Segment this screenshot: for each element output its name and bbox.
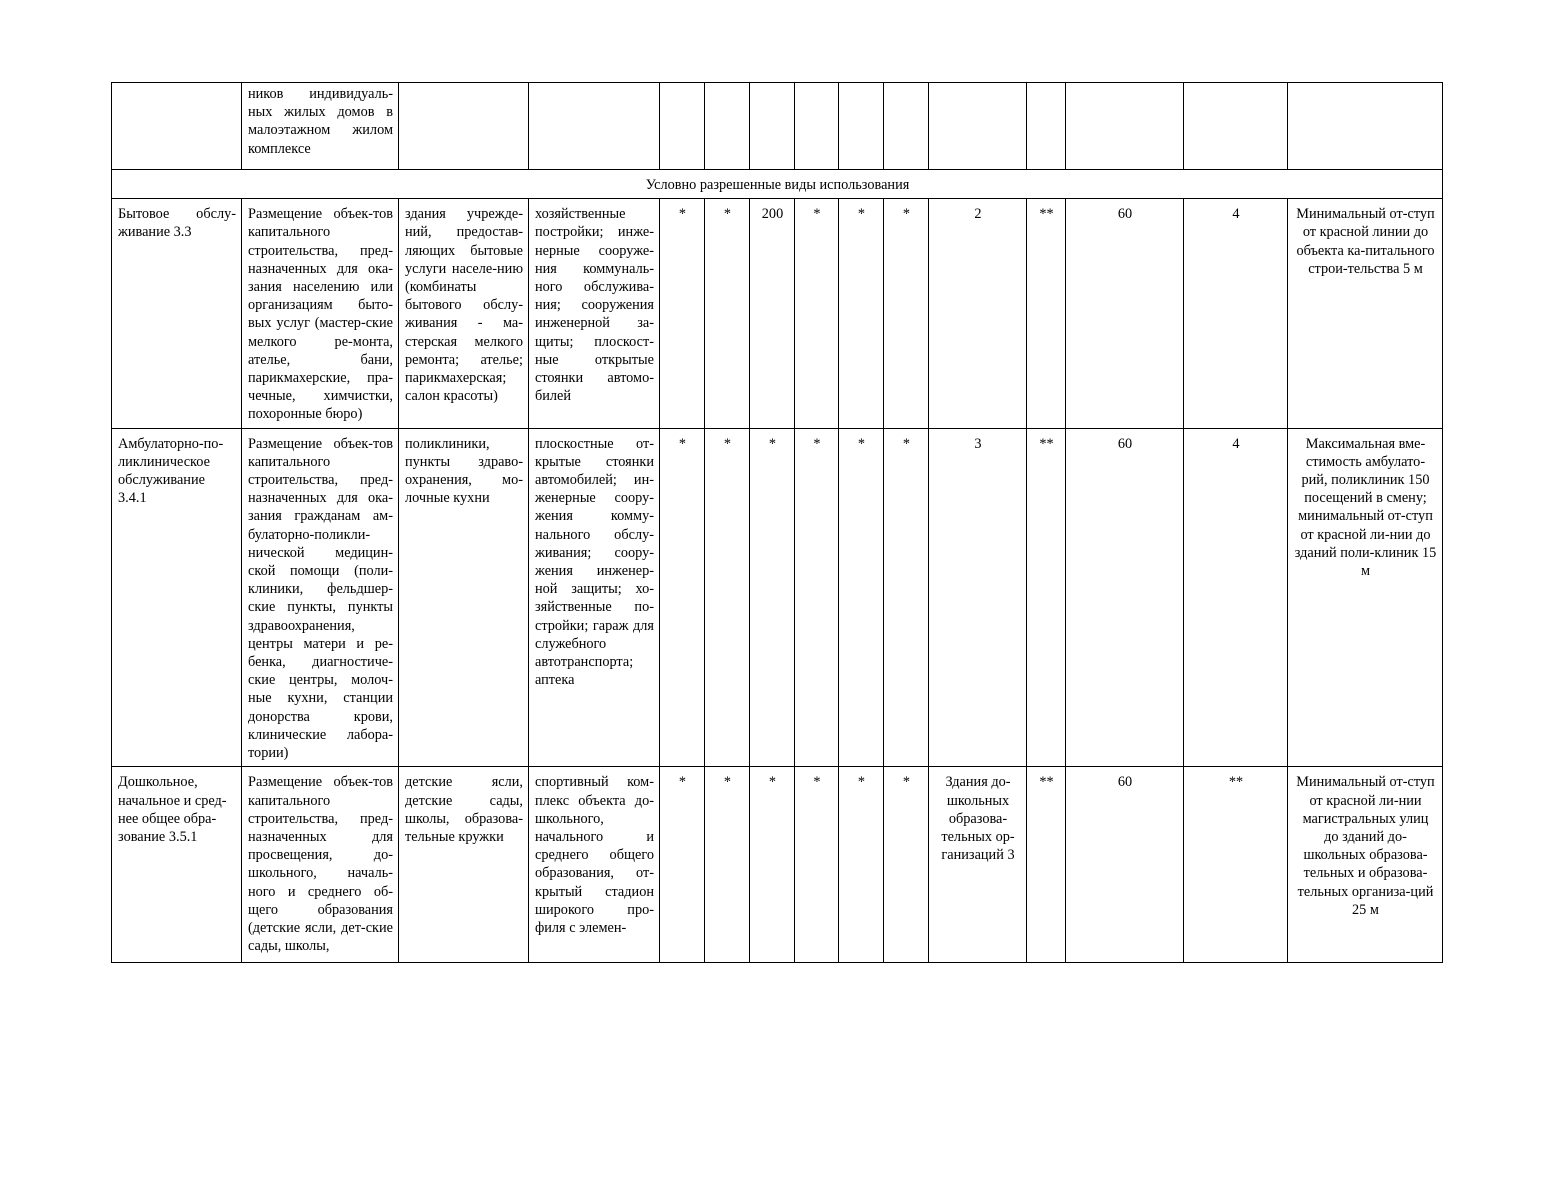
- section-row: [112, 170, 1443, 199]
- cell-param: *: [660, 428, 705, 767]
- cell-param: *: [884, 199, 929, 428]
- regulations-table: [111, 82, 1443, 963]
- cell-description: Размещение объек-тов капитального строительства, пред-назначенных для ока-зания гражданам ам-булаторно-поликли-нической медицин-ской помощи (поли-клиники, фельдшер-ские пункты, пункты здравоохранения, центры матери и ре-бенка, диагностиче-ские центры, молоч-ные кухни, станции донорства крови, клинические лабора-тории): [242, 428, 399, 767]
- cell-param: *: [750, 428, 795, 767]
- cell-name: [112, 83, 242, 170]
- cell-param: *: [839, 428, 884, 767]
- table-row: [112, 199, 1443, 428]
- cell-notes: Максимальная вме-стимость амбулато-рий, поликлиник 150 посещений в смену; минимальный от-ступ от красной ли-нии до зданий поли-клиник 15 м: [1288, 428, 1443, 767]
- cell-aux: спортивный ком-плекс объекта до-школьного, начального и среднего общего образования, от-крытый стадион широкого про-филя с элемен-: [529, 767, 660, 963]
- cell-param: 60: [1066, 767, 1184, 963]
- cell-main: [399, 83, 529, 170]
- cell-param: *: [660, 199, 705, 428]
- cell-param: [839, 83, 884, 170]
- cell-param: **: [1027, 428, 1066, 767]
- cell-param: **: [1027, 767, 1066, 963]
- cell-description: ников индивидуаль-ных жилых домов в малоэтажном жилом комплексе: [242, 83, 399, 170]
- cell-param: *: [884, 767, 929, 963]
- cell-main: поликлиники, пункты здраво-охранения, мо-лочные кухни: [399, 428, 529, 767]
- cell-description: Размещение объек-тов капитального строительства, пред-назначенных для ока-зания населению или организациям быто-вых услуг (мастер-ские мелкого ре-монта, ателье, бани, парикмахерские, пра-чечные, химчистки, похоронные бюро): [242, 199, 399, 428]
- cell-param: [795, 83, 839, 170]
- cell-param: 4: [1184, 199, 1288, 428]
- cell-param: [884, 83, 929, 170]
- cell-param: [1184, 83, 1288, 170]
- table-row: [112, 83, 1443, 170]
- cell-param: [660, 83, 705, 170]
- cell-name: Амбулаторно-по-ликлиническое обслуживание 3.4.1: [112, 428, 242, 767]
- cell-param: **: [1027, 199, 1066, 428]
- cell-main: детские ясли, детские сады, школы, образова-тельные кружки: [399, 767, 529, 963]
- cell-main: здания учрежде-ний, предостав-ляющих бытовые услуги населе-нию (комбинаты бытового обслу-живания - ма-стерская мелкого ремонта; ателье; парикмахерская; салон красоты): [399, 199, 529, 428]
- cell-param: *: [705, 767, 750, 963]
- cell-param: *: [660, 767, 705, 963]
- cell-param: **: [1184, 767, 1288, 963]
- cell-param: 3: [929, 428, 1027, 767]
- cell-param: *: [884, 428, 929, 767]
- cell-param: [929, 83, 1027, 170]
- cell-param: [1066, 83, 1184, 170]
- cell-notes: Минимальный от-ступ от красной линии до объекта ка-питального строи-тельства 5 м: [1288, 199, 1443, 428]
- cell-param: 200: [750, 199, 795, 428]
- cell-param: [750, 83, 795, 170]
- cell-param: *: [839, 199, 884, 428]
- section-title: Условно разрешенные виды использования: [112, 170, 1443, 199]
- cell-param: *: [839, 767, 884, 963]
- cell-aux: хозяйственные постройки; инже-нерные сооруже-ния коммуналь-ного обслужива-ния; сооружения инженерной за-щиты; плоскост-ные открытые стоянки автомо-билей: [529, 199, 660, 428]
- cell-param: Здания до-школьных образова-тельных ор-ганизаций 3: [929, 767, 1027, 963]
- cell-description: Размещение объек-тов капитального строительства, пред-назначенных для просвещения, до-школьного, началь-ного и среднего об-щего образования (детские ясли, дет-ские сады, школы,: [242, 767, 399, 963]
- cell-param: *: [750, 767, 795, 963]
- cell-notes: Минимальный от-ступ от красной ли-нии магистральных улиц до зданий до-школьных образова-тельных и образова-тельных организа-ций 25 м: [1288, 767, 1443, 963]
- table-row: [112, 428, 1443, 767]
- cell-aux: [529, 83, 660, 170]
- cell-param: *: [795, 767, 839, 963]
- cell-param: *: [705, 428, 750, 767]
- cell-param: *: [795, 428, 839, 767]
- cell-param: [705, 83, 750, 170]
- cell-param: [1027, 83, 1066, 170]
- cell-name: Бытовое обслу-живание 3.3: [112, 199, 242, 428]
- cell-name: Дошкольное, начальное и сред-нее общее обра-зование 3.5.1: [112, 767, 242, 963]
- table-row: [112, 767, 1443, 963]
- cell-param: 2: [929, 199, 1027, 428]
- cell-param: 4: [1184, 428, 1288, 767]
- cell-aux: плоскостные от-крытые стоянки автомобилей; ин-женерные соору-жения комму-нального обслу-живания; соору-жения инженер-ной защиты; хо-зяйственные по-стройки; гараж для служебного автотранспорта; аптека: [529, 428, 660, 767]
- cell-param: 60: [1066, 428, 1184, 767]
- cell-param: 60: [1066, 199, 1184, 428]
- cell-param: *: [795, 199, 839, 428]
- cell-notes: [1288, 83, 1443, 170]
- cell-param: *: [705, 199, 750, 428]
